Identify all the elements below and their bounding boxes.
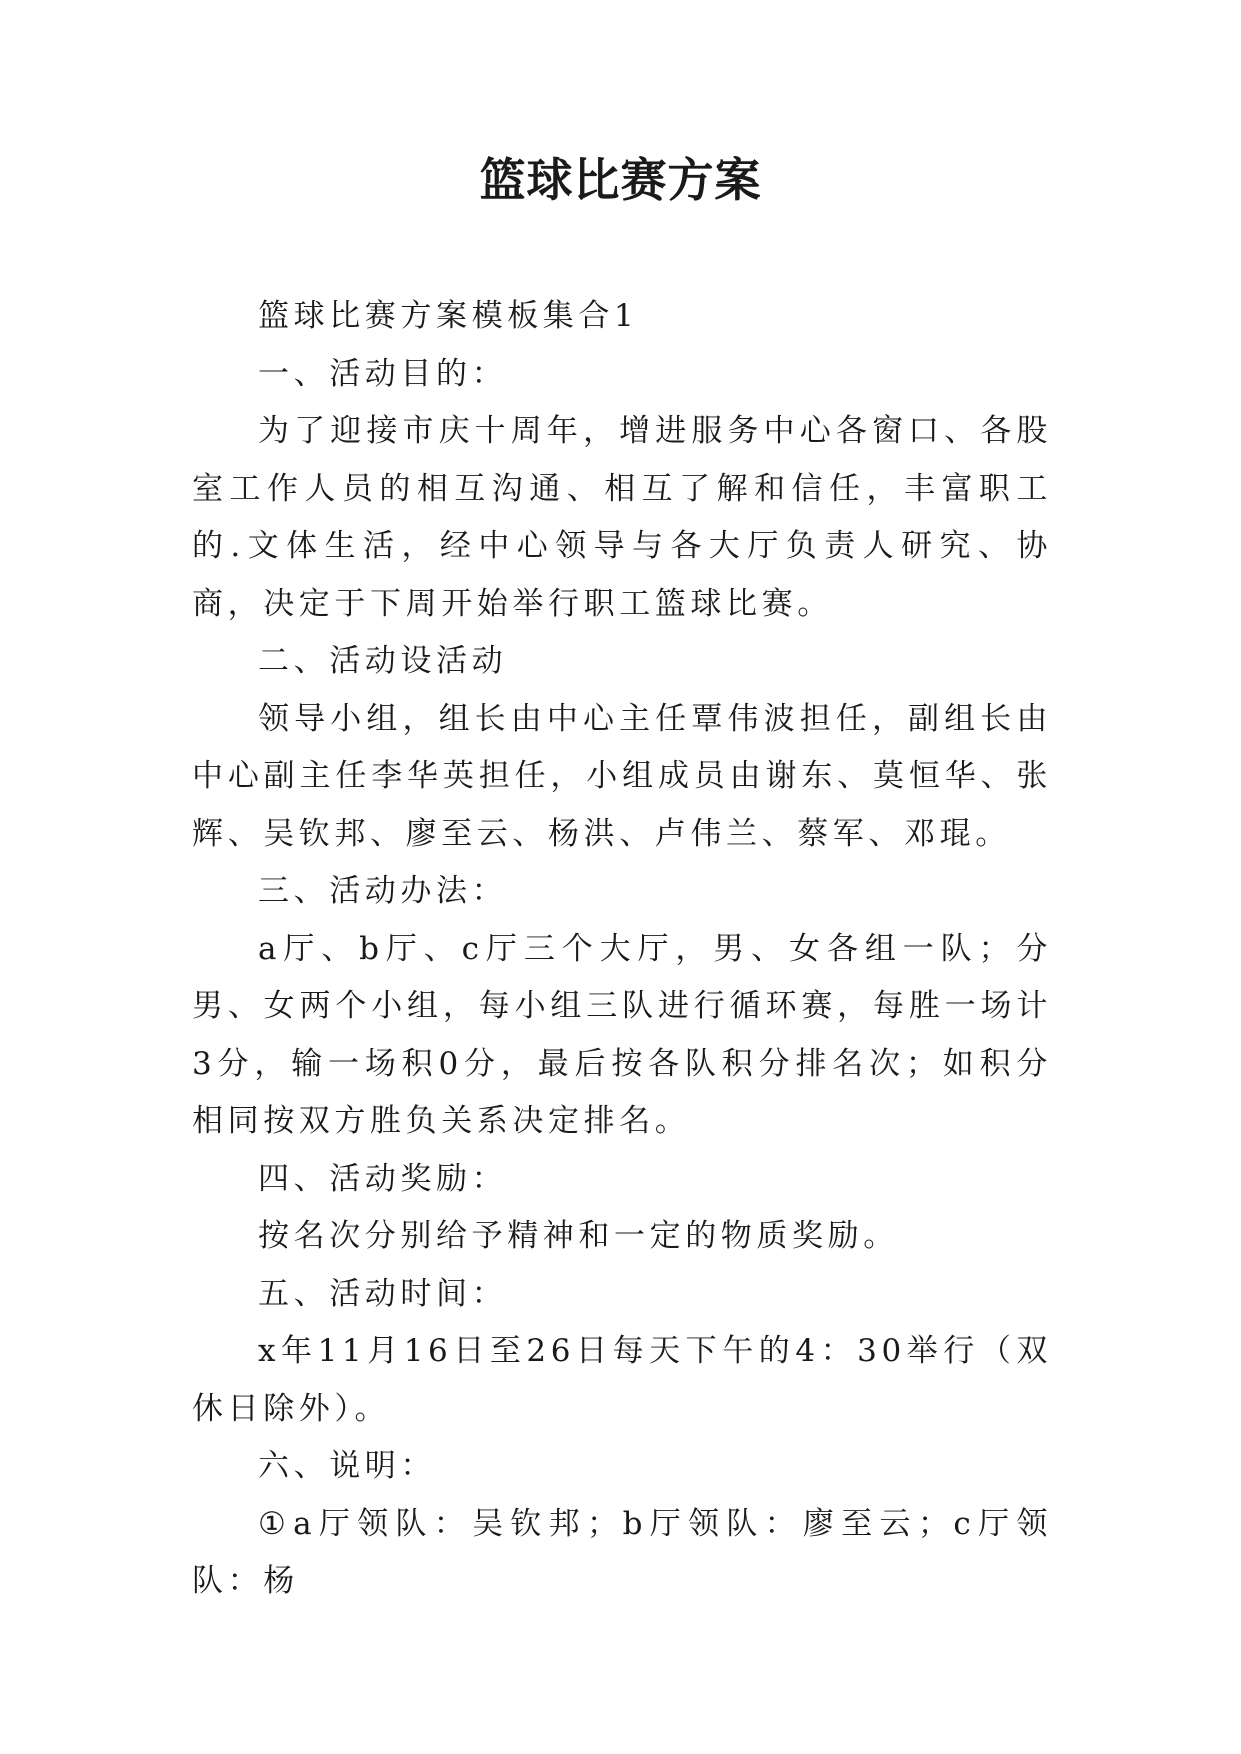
section-heading-method: 三、活动办法： bbox=[258, 873, 508, 909]
paragraph-notes: ①a厅领队：吴钦邦；b厅领队：廖至云；c厅领队：杨 bbox=[192, 1505, 1052, 1599]
section-heading-time: 五、活动时间： bbox=[258, 1275, 508, 1312]
paragraph-time: x年11月16日至26日每天下午的4：30举行（双休日除外）。 bbox=[192, 1333, 1052, 1427]
document-body bbox=[192, 288, 1052, 1611]
subtitle-line: 篮球比赛方案模板集合1 bbox=[258, 298, 639, 334]
paragraph-purpose: 为了迎接市庆十周年，增进服务中心各窗口、各股室工作人员的相互沟通、相互了解和信任，丰富职工的.文体生活，经中心领导与各大厅负责人研究、协商，决定于下周开始举行职工篮球比赛。 bbox=[192, 413, 1052, 622]
document-title: 篮球比赛方案 bbox=[479, 153, 762, 207]
section-heading-purpose: 一、活动目的： bbox=[258, 355, 508, 392]
paragraph-method: a厅、b厅、c厅三个大厅，男、女各组一队；分男、女两个小组，每小组三队进行循环赛，每胜一场计3分，输一场积0分，最后按各队积分排名次；如积分相同按双方胜负关系决定排名。 bbox=[192, 930, 1052, 1139]
paragraph-organization: 领导小组，组长由中心主任覃伟波担任，副组长由中心副主任李华英担任，小组成员由谢东、莫恒华、张辉、吴钦邦、廖至云、杨洪、卢伟兰、蔡军、邓琨。 bbox=[192, 700, 1052, 852]
paragraph-awards: 按名次分别给予精神和一定的物质奖励。 bbox=[258, 1218, 899, 1254]
section-heading-notes: 六、说明： bbox=[258, 1448, 436, 1484]
section-heading-awards: 四、活动奖励： bbox=[258, 1160, 508, 1197]
section-heading-organization: 二、活动设活动 bbox=[258, 643, 508, 679]
